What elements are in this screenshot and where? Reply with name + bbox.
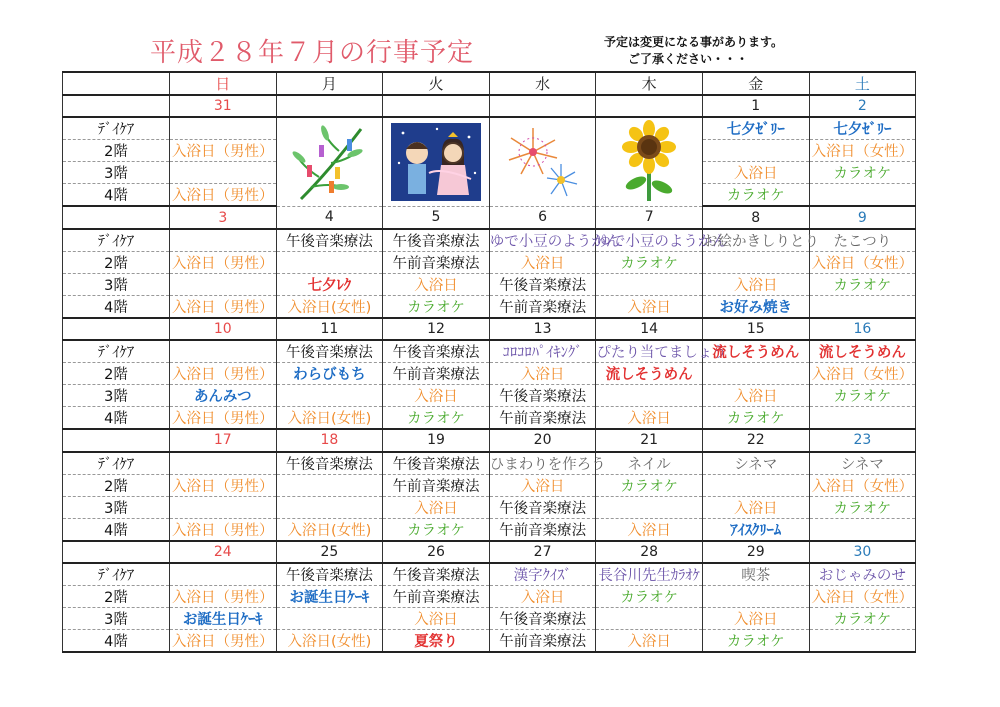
activity-cell	[170, 496, 277, 518]
date-cell	[276, 95, 383, 117]
activity-row	[63, 474, 916, 496]
activity-cell: 入浴日（男性）	[170, 629, 277, 652]
floor-label: 4階	[63, 184, 170, 207]
activity-cell: カラオケ	[383, 518, 490, 541]
date-row-blank	[63, 429, 170, 451]
activity-cell: 入浴日(女性)	[276, 407, 383, 430]
date-cell: 24	[170, 541, 277, 563]
activity-cell: 入浴日	[383, 496, 490, 518]
activity-cell	[809, 184, 916, 207]
activity-cell: 七夕ｾﾞﾘｰ	[702, 117, 809, 140]
activity-cell	[809, 629, 916, 652]
floor-label: 3階	[63, 162, 170, 184]
floor-label: 2階	[63, 585, 170, 607]
activity-cell: 午後音楽療法	[489, 273, 596, 295]
activity-cell: カラオケ	[596, 251, 703, 273]
activity-row	[63, 585, 916, 607]
date-row-blank	[63, 541, 170, 563]
activity-cell: 午後音楽療法	[489, 385, 596, 407]
activity-cell: ゆで小豆のようかん	[489, 229, 596, 252]
activity-cell: 午後音楽療法	[276, 563, 383, 586]
activity-cell: 午後音楽療法	[489, 607, 596, 629]
date-cell	[383, 95, 490, 117]
illustration-cell	[596, 117, 703, 206]
activity-cell: お好み焼き	[702, 295, 809, 318]
date-cell: 31	[170, 95, 277, 117]
activity-cell: 入浴日（女性）	[809, 474, 916, 496]
activity-cell: 午前音楽療法	[383, 585, 490, 607]
weekday-header: 月	[276, 72, 383, 95]
activity-cell: 夏祭り	[383, 629, 490, 652]
activity-cell: 午前音楽療法	[489, 407, 596, 430]
activity-row	[63, 407, 916, 430]
activity-cell	[170, 117, 277, 140]
activity-cell: 入浴日(女性)	[276, 295, 383, 318]
activity-cell: ｺﾛｺﾛﾊﾟｲｷﾝｸﾞ	[489, 340, 596, 363]
date-row-blank	[63, 318, 170, 340]
activity-cell: カラオケ	[809, 607, 916, 629]
activity-cell: 喫茶	[702, 563, 809, 586]
activity-row	[63, 229, 916, 252]
activity-cell: 午前音楽療法	[489, 518, 596, 541]
activity-row	[63, 251, 916, 273]
date-cell	[489, 95, 596, 117]
date-cell: 20	[489, 429, 596, 451]
activity-row	[63, 518, 916, 541]
activity-cell: 午後音楽療法	[276, 452, 383, 475]
activity-cell: 入浴日(女性)	[276, 518, 383, 541]
activity-cell	[276, 385, 383, 407]
activity-cell	[596, 385, 703, 407]
activity-cell: 入浴日	[702, 385, 809, 407]
activity-cell: 午前音楽療法	[383, 251, 490, 273]
activity-cell: 入浴日	[489, 251, 596, 273]
weekday-header: 土	[809, 72, 916, 95]
activity-cell: 七夕ﾚｸ	[276, 273, 383, 295]
activity-cell: 入浴日（男性）	[170, 363, 277, 385]
activity-cell: たこつり	[809, 229, 916, 252]
activity-cell: 入浴日（男性）	[170, 140, 277, 162]
floor-label: 4階	[63, 629, 170, 652]
date-cell: 1	[702, 95, 809, 117]
activity-cell: ゆで小豆のようかん	[596, 229, 703, 252]
activity-cell	[596, 607, 703, 629]
activity-cell: 入浴日（男性）	[170, 585, 277, 607]
activity-cell: 入浴日（男性）	[170, 184, 277, 207]
activity-cell: 入浴日	[489, 363, 596, 385]
activity-row	[63, 629, 916, 652]
activity-cell: カラオケ	[383, 295, 490, 318]
date-cell: 19	[383, 429, 490, 451]
activity-cell: お絵かきしりとり	[702, 229, 809, 252]
floor-label: 4階	[63, 295, 170, 318]
activity-cell	[702, 140, 809, 162]
activity-cell: お誕生日ｹｰｷ	[276, 585, 383, 607]
date-cell	[596, 95, 703, 117]
activity-cell: 入浴日（女性）	[809, 140, 916, 162]
date-cell: 22	[702, 429, 809, 451]
date-row	[63, 541, 916, 563]
activity-row	[63, 607, 916, 629]
date-cell: 11	[276, 318, 383, 340]
activity-cell	[702, 474, 809, 496]
floor-label: 3階	[63, 273, 170, 295]
activity-cell: 入浴日	[702, 607, 809, 629]
activity-cell	[276, 496, 383, 518]
weekday-header: 水	[489, 72, 596, 95]
date-cell: 23	[809, 429, 916, 451]
activity-cell: 入浴日	[383, 385, 490, 407]
activity-cell: カラオケ	[702, 184, 809, 207]
schedule-notice	[604, 34, 783, 68]
activity-cell: 午後音楽療法	[489, 496, 596, 518]
weekday-header: 金	[702, 72, 809, 95]
notice-line-1: 予定は変更になる事があります。	[604, 35, 784, 49]
activity-cell: 長谷川先生ｶﾗｵｹ	[596, 563, 703, 586]
date-cell: 28	[596, 541, 703, 563]
header-blank	[63, 72, 170, 95]
activity-cell: 午前音楽療法	[383, 474, 490, 496]
floor-label: ﾃﾞｲｹｱ	[63, 340, 170, 363]
floor-label: ﾃﾞｲｹｱ	[63, 117, 170, 140]
activity-cell: 午後音楽療法	[383, 452, 490, 475]
activity-cell	[702, 363, 809, 385]
activity-cell: お誕生日ｹｰｷ	[170, 607, 277, 629]
date-cell: 29	[702, 541, 809, 563]
activity-cell: カラオケ	[809, 496, 916, 518]
date-cell: 15	[702, 318, 809, 340]
activity-cell: 入浴日	[383, 273, 490, 295]
illustration-cell	[383, 117, 490, 206]
floor-label: ﾃﾞｲｹｱ	[63, 452, 170, 475]
floor-label: 2階	[63, 140, 170, 162]
activity-cell: 入浴日	[596, 518, 703, 541]
activity-cell: カラオケ	[809, 385, 916, 407]
activity-cell: 入浴日	[489, 585, 596, 607]
date-row	[63, 206, 916, 228]
activity-cell: おじゃみのせ	[809, 563, 916, 586]
activity-cell: カラオケ	[383, 407, 490, 430]
activity-cell	[170, 162, 277, 184]
activity-cell: 午前音楽療法	[383, 363, 490, 385]
floor-label: 2階	[63, 251, 170, 273]
activity-cell: カラオケ	[809, 162, 916, 184]
date-cell: 10	[170, 318, 277, 340]
activity-cell: カラオケ	[809, 273, 916, 295]
weekday-header: 火	[383, 72, 490, 95]
date-cell: 25	[276, 541, 383, 563]
activity-cell: 入浴日（男性）	[170, 295, 277, 318]
tanabata-bamboo-icon	[289, 121, 369, 203]
activity-cell	[809, 407, 916, 430]
date-cell: 2	[809, 95, 916, 117]
floor-label: 4階	[63, 518, 170, 541]
floor-label: 2階	[63, 474, 170, 496]
date-cell: 16	[809, 318, 916, 340]
activity-cell: 入浴日（男性）	[170, 518, 277, 541]
activity-cell: カラオケ	[596, 585, 703, 607]
activity-cell: 午前音楽療法	[489, 629, 596, 652]
activity-cell: 流しそうめん	[809, 340, 916, 363]
activity-row	[63, 363, 916, 385]
illustration-cell	[276, 117, 383, 206]
date-cell: 17	[170, 429, 277, 451]
activity-cell: 入浴日	[596, 295, 703, 318]
date-row-blank	[63, 206, 170, 228]
date-row-blank	[63, 95, 170, 117]
date-cell: 14	[596, 318, 703, 340]
activity-cell: 午後音楽療法	[276, 340, 383, 363]
activity-row	[63, 496, 916, 518]
date-cell: 7	[596, 206, 703, 228]
activity-cell: 午前音楽療法	[489, 295, 596, 318]
page-title: 平成２８年７月の行事予定	[150, 38, 475, 68]
activity-row	[63, 295, 916, 318]
activity-cell	[809, 295, 916, 318]
date-cell: 21	[596, 429, 703, 451]
activity-cell	[809, 518, 916, 541]
activity-row	[63, 117, 916, 140]
activity-row	[63, 273, 916, 295]
date-cell: 12	[383, 318, 490, 340]
activity-row	[63, 563, 916, 586]
activity-cell	[170, 563, 277, 586]
activity-cell: 午後音楽療法	[383, 229, 490, 252]
activity-cell: 入浴日（女性）	[809, 363, 916, 385]
activity-cell: 入浴日	[596, 407, 703, 430]
activity-cell	[596, 496, 703, 518]
activity-cell: 入浴日（女性）	[809, 251, 916, 273]
activity-cell: カラオケ	[702, 629, 809, 652]
activity-cell: 入浴日	[702, 496, 809, 518]
activity-cell: 入浴日	[702, 273, 809, 295]
floor-label: 3階	[63, 496, 170, 518]
activity-cell: わらびもち	[276, 363, 383, 385]
activity-cell: シネマ	[702, 452, 809, 475]
activity-cell	[170, 229, 277, 252]
date-cell: 26	[383, 541, 490, 563]
activity-cell: 入浴日	[489, 474, 596, 496]
weekday-header-row	[63, 72, 916, 95]
date-cell: 30	[809, 541, 916, 563]
orihime-hikoboshi-icon	[391, 123, 481, 201]
activity-cell	[702, 585, 809, 607]
date-cell: 8	[702, 206, 809, 228]
activity-cell: シネマ	[809, 452, 916, 475]
date-cell: 5	[383, 206, 490, 228]
activity-cell: 入浴日(女性)	[276, 629, 383, 652]
activity-cell: ネイル	[596, 452, 703, 475]
date-cell: 13	[489, 318, 596, 340]
activity-cell: あんみつ	[170, 385, 277, 407]
activity-cell: 流しそうめん	[702, 340, 809, 363]
activity-cell	[170, 340, 277, 363]
activity-cell: 入浴日（男性）	[170, 407, 277, 430]
activity-cell: 午後音楽療法	[383, 340, 490, 363]
date-row	[63, 429, 916, 451]
illustration-cell	[489, 117, 596, 206]
floor-label: 2階	[63, 363, 170, 385]
activity-cell: ひまわりを作ろう	[489, 452, 596, 475]
activity-cell	[596, 273, 703, 295]
activity-cell: 入浴日	[596, 629, 703, 652]
activity-row	[63, 385, 916, 407]
activity-row	[63, 340, 916, 363]
activity-cell: 午後音楽療法	[383, 563, 490, 586]
activity-cell	[276, 474, 383, 496]
weekday-header: 日	[170, 72, 277, 95]
fireworks-icon	[503, 122, 583, 202]
floor-label: 3階	[63, 385, 170, 407]
floor-label: ﾃﾞｲｹｱ	[63, 229, 170, 252]
activity-cell: 入浴日（男性）	[170, 474, 277, 496]
date-row	[63, 95, 916, 117]
floor-label: 3階	[63, 607, 170, 629]
activity-cell	[276, 607, 383, 629]
activity-cell: 入浴日	[383, 607, 490, 629]
activity-cell: カラオケ	[702, 407, 809, 430]
activity-cell: ぴたり当てましょう	[596, 340, 703, 363]
calendar-table	[62, 71, 916, 653]
activity-cell	[170, 452, 277, 475]
activity-cell: 入浴日（男性）	[170, 251, 277, 273]
sunflower-icon	[614, 121, 684, 203]
activity-cell: 入浴日（女性）	[809, 585, 916, 607]
activity-cell: 午後音楽療法	[276, 229, 383, 252]
floor-label: ﾃﾞｲｹｱ	[63, 563, 170, 586]
activity-cell: 流しそうめん	[596, 363, 703, 385]
activity-cell	[170, 273, 277, 295]
notice-line-2: ご了承ください・・・	[628, 52, 749, 66]
date-row	[63, 318, 916, 340]
activity-cell	[702, 251, 809, 273]
activity-cell: カラオケ	[596, 474, 703, 496]
floor-label: 4階	[63, 407, 170, 430]
activity-cell: ｱｲｽｸﾘｰﾑ	[702, 518, 809, 541]
date-cell: 3	[170, 206, 277, 228]
weekday-header: 木	[596, 72, 703, 95]
date-cell: 6	[489, 206, 596, 228]
activity-cell: 入浴日	[702, 162, 809, 184]
date-cell: 4	[276, 206, 383, 228]
date-cell: 9	[809, 206, 916, 228]
activity-cell: 漢字ｸｲｽﾞ	[489, 563, 596, 586]
activity-cell	[276, 251, 383, 273]
activity-cell: 七夕ｾﾞﾘｰ	[809, 117, 916, 140]
activity-row	[63, 452, 916, 475]
date-cell: 27	[489, 541, 596, 563]
date-cell: 18	[276, 429, 383, 451]
